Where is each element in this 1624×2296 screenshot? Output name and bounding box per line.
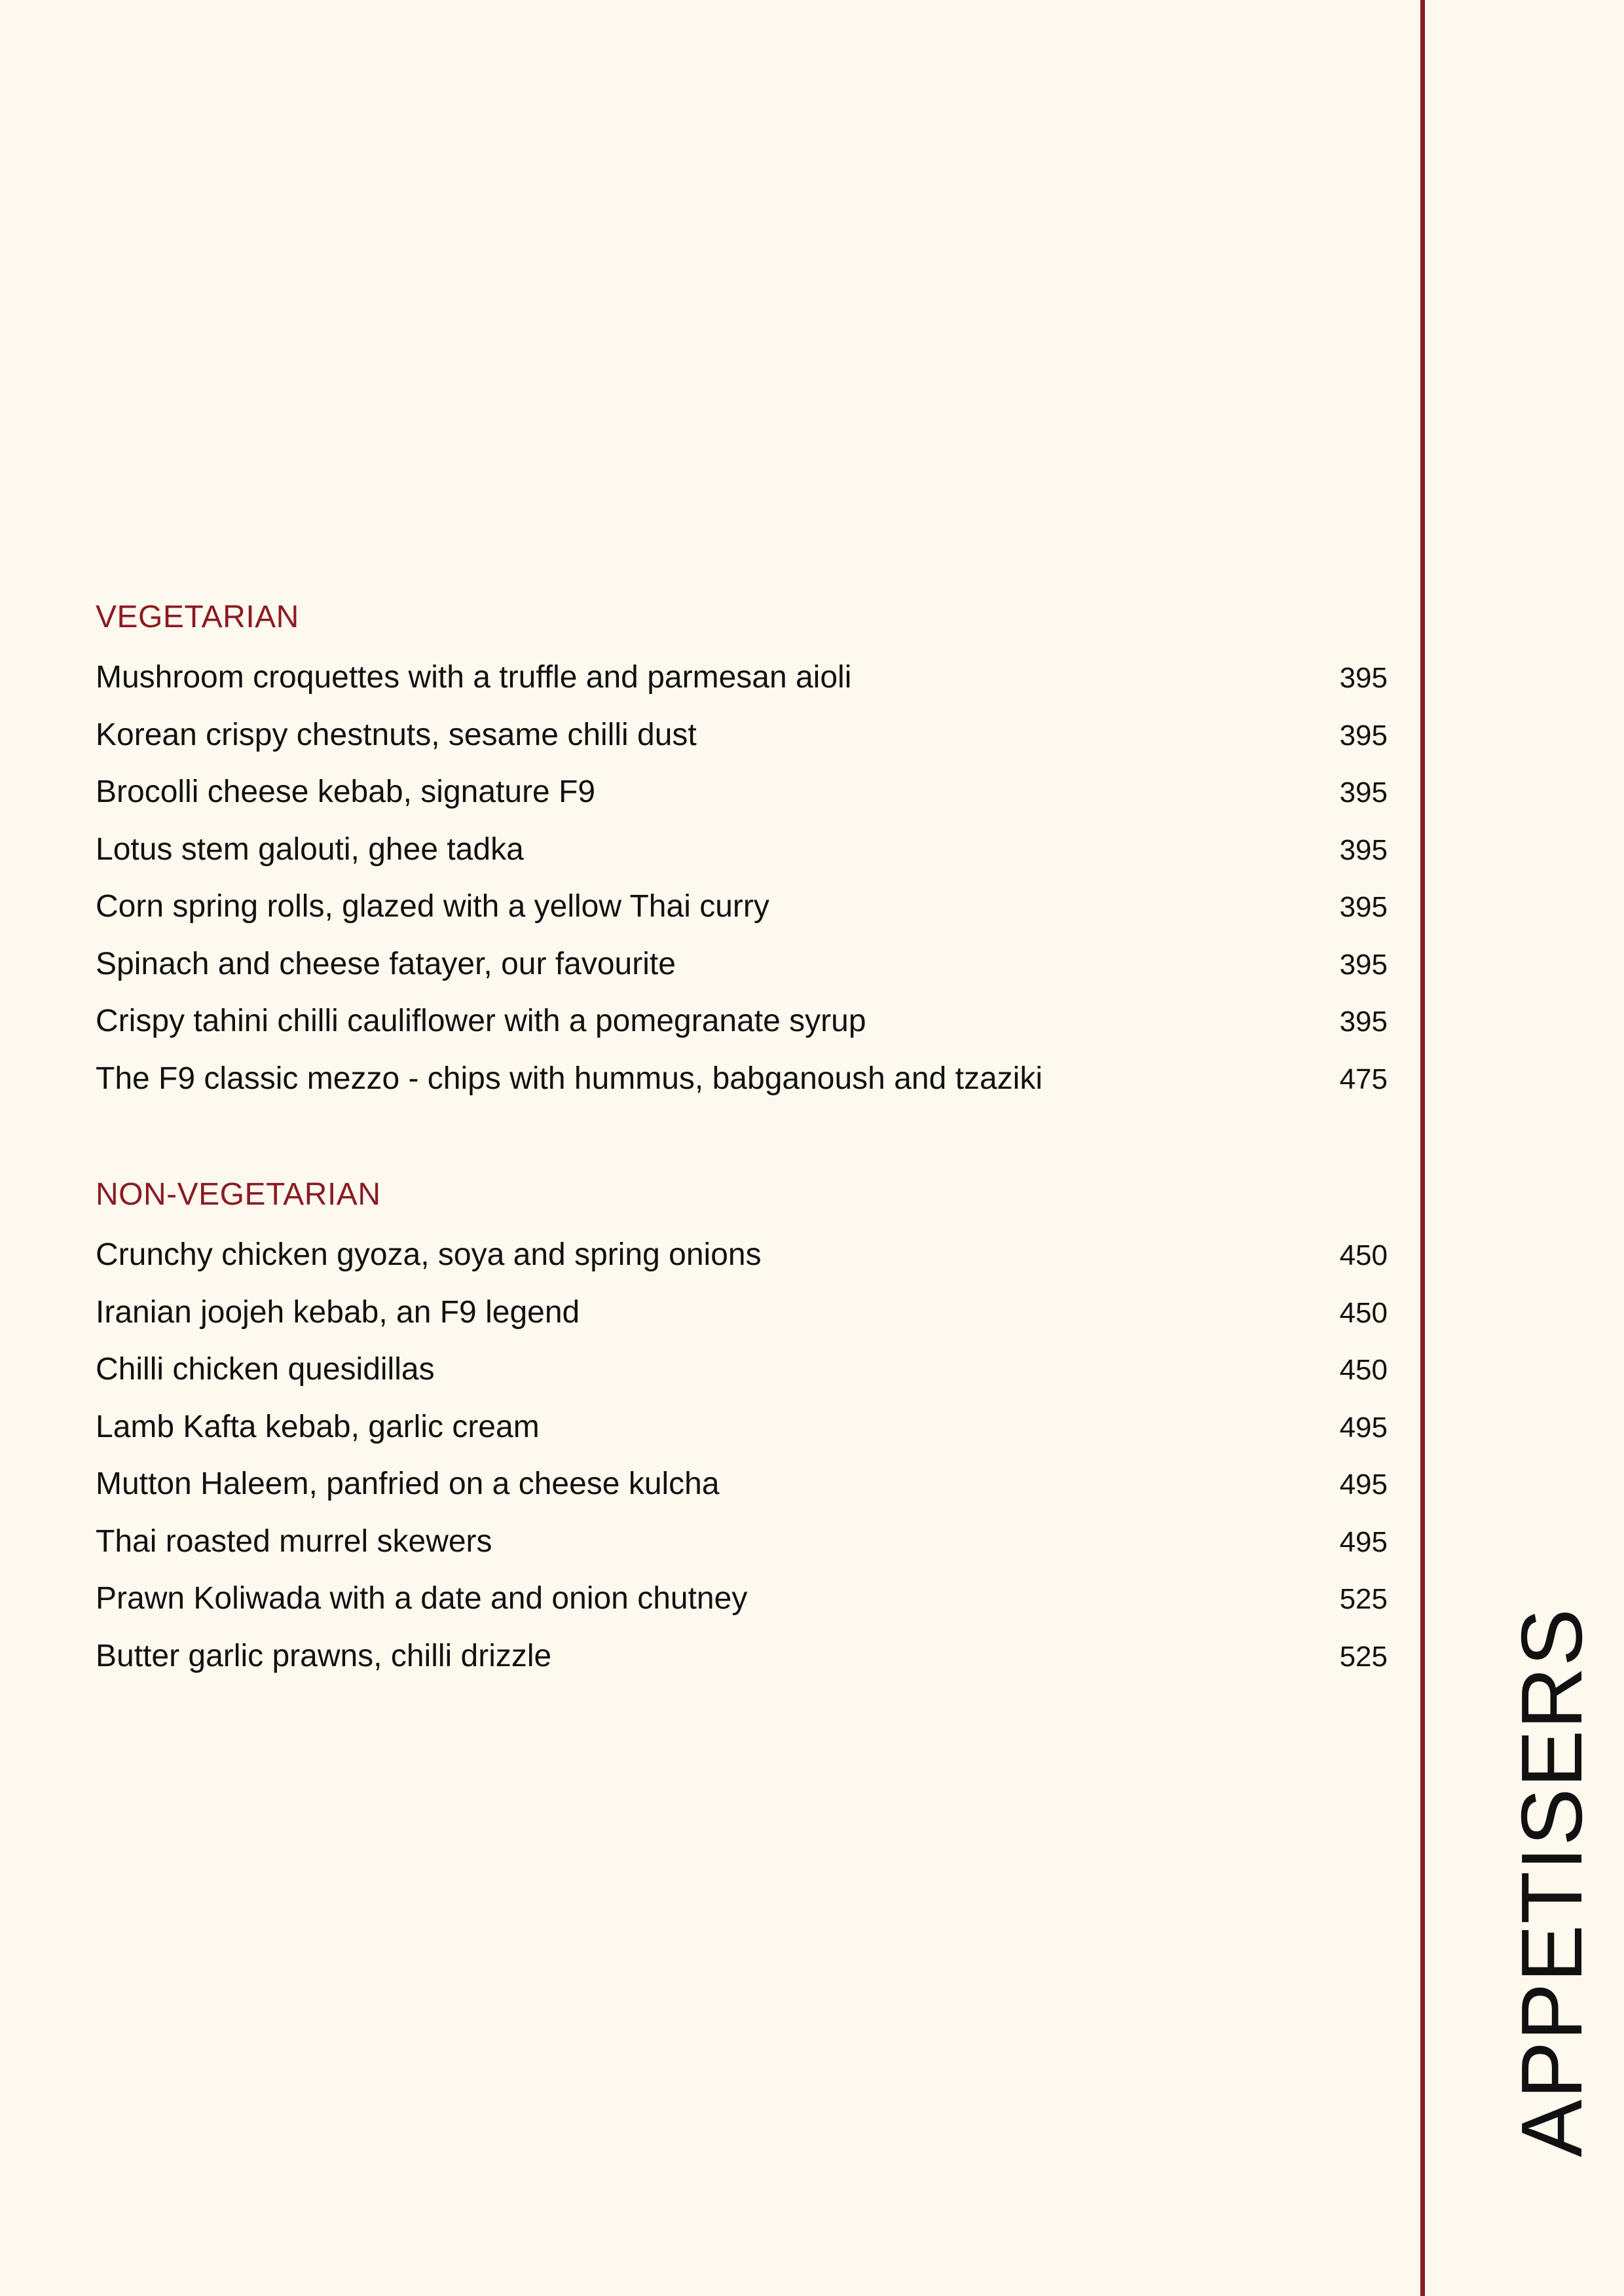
- section-vegetarian: [96, 586, 1388, 1107]
- menu-item-price: 495: [1339, 1468, 1388, 1501]
- menu-item-name: Korean crispy chestnuts, sesame chilli dust: [96, 717, 697, 752]
- menu-item-price: 395: [1339, 719, 1388, 752]
- menu-item-price: 525: [1339, 1640, 1388, 1673]
- menu-item: [96, 1341, 1388, 1398]
- menu-item-name: Lotus stem galouti, ghee tadka: [96, 831, 524, 867]
- menu-item: [96, 1455, 1388, 1513]
- menu-item-name: Chilli chicken quesidillas: [96, 1352, 435, 1387]
- menu-item-name: Brocolli cheese kebab, signature F9: [96, 774, 596, 809]
- menu-item-name: Iranian joojeh kebab, an F9 legend: [96, 1294, 580, 1330]
- menu-item-name: The F9 classic mezzo - chips with hummus, babganoush and tzaziki: [96, 1061, 1043, 1096]
- menu-item: [96, 649, 1388, 706]
- menu-item: [96, 1570, 1388, 1628]
- page-title-vertical: APPETISERS: [1504, 1608, 1600, 2157]
- menu-item: [96, 936, 1388, 993]
- menu-item: [96, 993, 1388, 1050]
- menu-item: [96, 878, 1388, 936]
- menu-item-name: Spinach and cheese fatayer, our favourite: [96, 946, 676, 981]
- menu-item-price: 495: [1339, 1525, 1388, 1558]
- menu-item-name: Crunchy chicken gyoza, soya and spring onions: [96, 1237, 762, 1272]
- menu-item-price: 525: [1339, 1583, 1388, 1615]
- section-title-non-vegetarian: NON-VEGETARIAN: [96, 1177, 381, 1212]
- menu-item-price: 395: [1339, 891, 1388, 923]
- menu-item-price: 495: [1339, 1411, 1388, 1444]
- menu-item-name: Mushroom croquettes with a truffle and parmesan aioli: [96, 660, 852, 695]
- menu-item-name: Thai roasted murrel skewers: [96, 1523, 492, 1559]
- menu-item: [96, 1284, 1388, 1341]
- menu-item: [96, 1398, 1388, 1456]
- non-vegetarian-item-list: [96, 1226, 1388, 1685]
- vegetarian-item-list: [96, 649, 1388, 1107]
- menu-item: [96, 1513, 1388, 1571]
- menu-content: [96, 586, 1388, 1685]
- menu-item-name: Lamb Kafta kebab, garlic cream: [96, 1409, 540, 1444]
- menu-item-price: 450: [1339, 1354, 1388, 1386]
- section-non-vegetarian: [96, 1163, 1388, 1685]
- menu-item: [96, 1226, 1388, 1284]
- menu-item-name: Butter garlic prawns, chilli drizzle: [96, 1638, 552, 1673]
- menu-item: [96, 1050, 1388, 1108]
- menu-item: [96, 821, 1388, 879]
- menu-item: [96, 706, 1388, 764]
- vertical-divider: [1420, 0, 1425, 2296]
- menu-item: [96, 763, 1388, 821]
- menu-item-price: 395: [1339, 1006, 1388, 1038]
- menu-item-price: 395: [1339, 662, 1388, 694]
- menu-item-price: 395: [1339, 948, 1388, 981]
- menu-item: [96, 1628, 1388, 1685]
- menu-item-name: Prawn Koliwada with a date and onion chutney: [96, 1581, 748, 1616]
- menu-item-price: 395: [1339, 776, 1388, 809]
- menu-item-price: 450: [1339, 1239, 1388, 1271]
- menu-item-name: Corn spring rolls, glazed with a yellow Thai curry: [96, 889, 769, 924]
- section-title-vegetarian: VEGETARIAN: [96, 600, 299, 634]
- menu-item-price: 395: [1339, 833, 1388, 866]
- menu-item-price: 450: [1339, 1296, 1388, 1329]
- menu-item-name: Crispy tahini chilli cauliflower with a pomegranate syrup: [96, 1004, 866, 1038]
- menu-item-price: 475: [1339, 1063, 1388, 1095]
- menu-item-name: Mutton Haleem, panfried on a cheese kulcha: [96, 1467, 720, 1501]
